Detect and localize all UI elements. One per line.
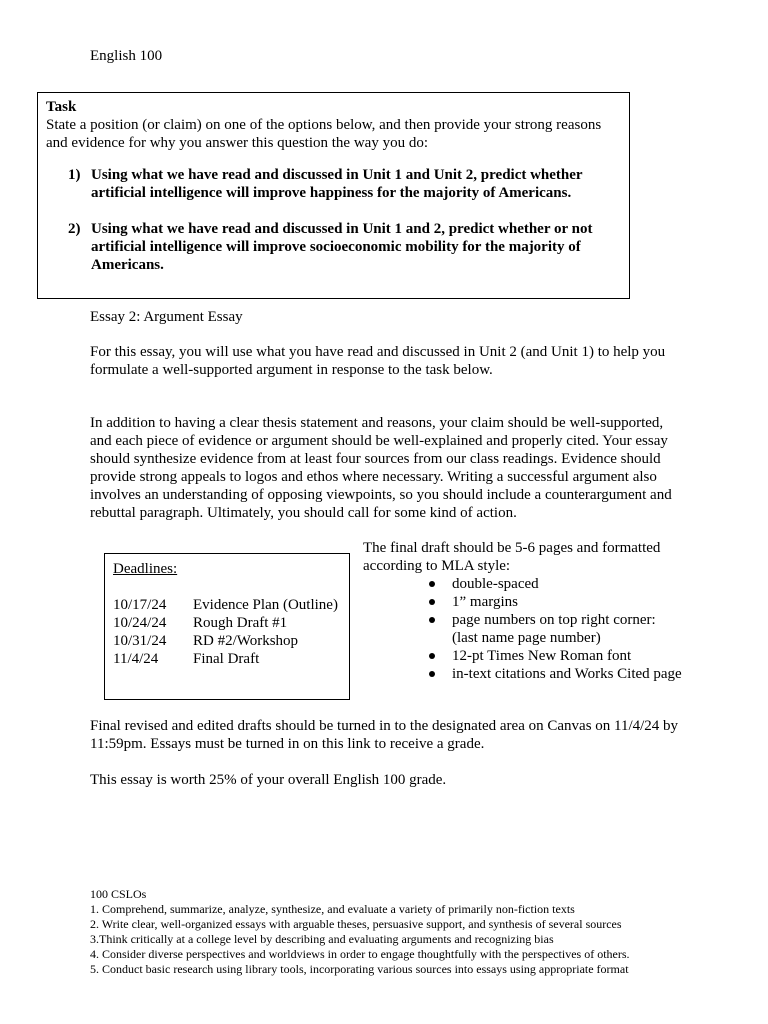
format-item-text: in-text citations and Works Cited page	[452, 666, 682, 682]
deadline-row	[113, 596, 341, 614]
cslo-item: 4. Consider diverse perspectives and worldviews in order to engage thoughtfully with the perspectives of others.	[90, 947, 630, 961]
deadline-row	[113, 614, 341, 632]
grade-weight-paragraph: This essay is worth 25% of your overall English 100 grade.	[90, 772, 447, 788]
cslos-heading: 100 CSLOs	[90, 887, 147, 901]
format-item	[363, 593, 683, 611]
submission-paragraph: Final revised and edited drafts should be turned in to the designated area on Canvas on 11/4/24 by 11:59pm. Essays must be turned in on this link to receive a grade.	[90, 718, 679, 752]
deadlines-box	[104, 553, 350, 700]
deadline-item: RD #2/Workshop	[193, 633, 299, 649]
bullet-icon	[429, 671, 435, 677]
format-item-text: 1” margins	[452, 594, 518, 610]
deadline-row	[113, 650, 341, 668]
cslo-item: 1. Comprehend, summarize, analyze, synthesize, and evaluate a variety of primarily non-fiction texts	[90, 902, 575, 916]
cslo-item: 2. Write clear, well-organized essays with arguable theses, persuasive support, and synthesis of several sources	[90, 917, 622, 931]
deadline-date: 10/17/24	[113, 597, 167, 613]
task-option-number: 1)	[68, 167, 81, 183]
deadline-item: Final Draft	[193, 651, 260, 667]
deadline-item: Rough Draft #1	[193, 615, 288, 631]
cslo-item: 5. Conduct basic research using library tools, incorporating various sources into essays using appropriate format	[90, 962, 629, 976]
task-option	[46, 166, 621, 202]
deadlines-heading: Deadlines:	[113, 561, 178, 577]
essay-title: Essay 2: Argument Essay	[90, 309, 243, 325]
format-section	[363, 539, 683, 683]
requirements-paragraph: In addition to having a clear thesis statement and reasons, your claim should be well-supported, and each piece of evidence or argument should be well-explained and properly cited. Your essay should synthesize evidence from at least four sources from our class readings. Evidence should provide strong appeals to logos and ethos where necessary. Writing a successful argument also involves an understanding of opposing viewpoints, so you should include a counterargument and rebuttal paragraph. Ultimately, you should call for some kind of action.	[90, 415, 672, 521]
task-option-text: Using what we have read and discussed in Unit 1 and 2, predict whether or not artificial intelligence will improve socioeconomic mobility for the majority of Americans.	[91, 221, 593, 273]
task-option-number: 2)	[68, 221, 81, 237]
task-option	[46, 220, 621, 274]
bullet-icon	[429, 599, 435, 605]
format-item	[363, 575, 683, 593]
format-item	[363, 611, 683, 647]
format-list	[363, 575, 683, 683]
cslos-section	[90, 887, 730, 977]
format-item-text: double-spaced	[452, 576, 539, 592]
deadline-date: 10/24/24	[113, 615, 167, 631]
bullet-icon	[429, 617, 435, 623]
deadline-row	[113, 632, 341, 650]
bullet-icon	[429, 581, 435, 587]
format-item	[363, 665, 683, 683]
task-option-text: Using what we have read and discussed in Unit 1 and Unit 2, predict whether artificial intelligence will improve happiness for the majority of Americans.	[91, 167, 583, 201]
task-options	[46, 166, 621, 274]
deadline-date: 10/31/24	[113, 633, 167, 649]
intro-paragraph: For this essay, you will use what you have read and discussed in Unit 2 (and Unit 1) to help you formulate a well-supported argument in response to the task below.	[90, 344, 666, 378]
format-item	[363, 647, 683, 665]
format-intro: The final draft should be 5-6 pages and formatted according to MLA style:	[363, 540, 661, 574]
format-item-text: 12-pt Times New Roman font	[452, 648, 632, 664]
task-heading: Task	[46, 99, 77, 115]
task-prompt: State a position (or claim) on one of the options below, and then provide your strong reasons and evidence for why you answer this question the way you do:	[46, 117, 602, 151]
deadline-date: 11/4/24	[113, 651, 159, 667]
task-box	[37, 92, 630, 299]
deadline-item: Evidence Plan (Outline)	[193, 597, 338, 613]
bullet-icon	[429, 653, 435, 659]
cslo-item: 3.Think critically at a college level by describing and evaluating arguments and recognizing bias	[90, 932, 554, 946]
format-item-text: page numbers on top right corner: (last name page number)	[452, 612, 656, 646]
course-title: English 100	[90, 48, 163, 64]
